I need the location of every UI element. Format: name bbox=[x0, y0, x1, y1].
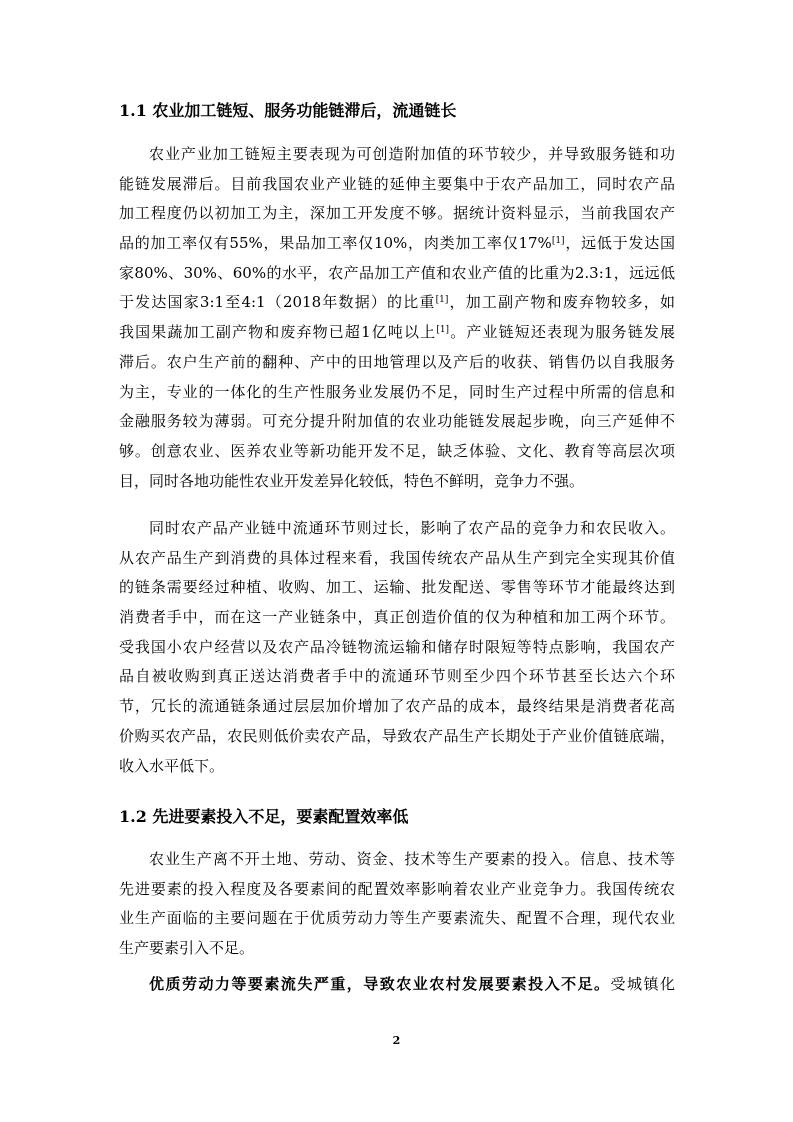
text-line: 先进要素的投入程度及各要素间的配置效率影响着农业产业竞争力。我国传统农 bbox=[119, 879, 675, 898]
text-line bbox=[119, 970, 675, 1000]
text-line: 农业生产离不开土地、劳动、资金、技术等生产要素的投入。信息、技术等 bbox=[149, 850, 675, 868]
paragraph-factor-inputs bbox=[119, 845, 675, 964]
text-line: 价购买农产品，农民则低价卖农产品，导致农产品生产长期处于产业价值链底端， bbox=[119, 726, 675, 745]
text-line: 节，冗长的流通链条通过层层加价增加了农产品的成本，最终结果是消费者花高 bbox=[119, 697, 675, 716]
section-heading-1-2: 1.2 先进要素投入不足，要素配置效率低 bbox=[119, 807, 409, 826]
citation-ref: [1] bbox=[435, 295, 449, 306]
text-segment: ，远低于发达国 bbox=[564, 234, 675, 253]
text-segment: 受城镇化 bbox=[610, 975, 675, 993]
text-line: 滞后。农户生产前的翻种、产中的田地管理以及产后的收获、销售仍以自我服务 bbox=[119, 352, 675, 371]
text-segment: 我国果蔬加工副产物和废弃物已超1亿吨以上 bbox=[119, 323, 437, 342]
text-line: 家80%、30%、60%的水平，农产品加工产值和农业产值的比重为2.3:1，远远低 bbox=[119, 263, 675, 282]
text-line bbox=[119, 229, 675, 259]
text-line: 从农产品生产到消费的具体过程来看，我国传统农产品从生产到完全实现其价值 bbox=[119, 548, 675, 567]
bold-lead-sentence: 优质劳动力等要素流失严重，导致农业农村发展要素投入不足。 bbox=[149, 975, 611, 993]
text-line: 金融服务较为薄弱。可充分提升附加值的农业功能链发展起步晚，向三产延伸不 bbox=[119, 412, 675, 431]
text-line: 收入水平低下。 bbox=[119, 756, 225, 775]
text-line: 生产要素引入不足。 bbox=[119, 939, 255, 958]
text-line: 目，同时各地功能性农业开发差异化较低，特色不鲜明，竞争力不强。 bbox=[119, 471, 585, 490]
paragraph-circulation-chain bbox=[119, 514, 675, 781]
text-segment: 品的加工率仅有55%，果品加工率仅10%，肉类加工率仅17% bbox=[119, 234, 552, 253]
text-line: 够。创意农业、医养农业等新功能开发不足，缺乏体验、文化、教育等高层次项 bbox=[119, 441, 675, 460]
citation-ref: [1] bbox=[551, 236, 565, 247]
text-segment: 。产业链短还表现为服务链发展 bbox=[449, 323, 675, 342]
text-segment: ，加工副产物和废弃物较多，如 bbox=[448, 293, 675, 312]
text-line bbox=[119, 318, 675, 348]
page-number: 2 bbox=[392, 1034, 401, 1047]
text-line bbox=[119, 288, 675, 318]
paragraph-processing-chain bbox=[119, 140, 675, 496]
paragraph-labor-loss bbox=[119, 970, 675, 1000]
text-line: 消费者手中，而在这一产业链条中，真正创造价值的仅为种植和加工两个环节。 bbox=[119, 608, 675, 627]
section-heading-1-1: 1.1 农业加工链短、服务功能链滞后，流通链长 bbox=[119, 101, 457, 120]
text-line: 业生产面临的主要问题在于优质劳动力等生产要素流失、配置不合理，现代农业 bbox=[119, 909, 675, 928]
text-line: 的链条需要经过种植、收购、加工、运输、批发配送、零售等环节才能最终达到 bbox=[119, 578, 675, 597]
text-segment: 于发达国家3:1至4:1（2018年数据）的比重 bbox=[119, 293, 436, 312]
text-line: 加工程度仍以初加工为主，深加工开发度不够。据统计资料显示，当前我国农产 bbox=[119, 204, 675, 223]
text-line: 品自被收购到真正送达消费者手中的流通环节则至少四个环节甚至长达六个环 bbox=[119, 667, 675, 686]
text-line: 能链发展滞后。目前我国农业产业链的延伸主要集中于农产品加工，同时农产品 bbox=[119, 174, 675, 193]
text-line: 同时农产品产业链中流通环节则过长，影响了农产品的竞争力和农民收入。 bbox=[149, 519, 675, 537]
text-line: 农业产业加工链短主要表现为可创造附加值的环节较少，并导致服务链和功 bbox=[149, 145, 675, 163]
text-line: 为主，专业的一体化的生产性服务业发展仍不足，同时生产过程中所需的信息和 bbox=[119, 382, 675, 401]
citation-ref: [1] bbox=[436, 325, 450, 336]
text-line: 受我国小农户经营以及农产品冷链物流运输和储存时限短等特点影响，我国农产 bbox=[119, 637, 675, 656]
